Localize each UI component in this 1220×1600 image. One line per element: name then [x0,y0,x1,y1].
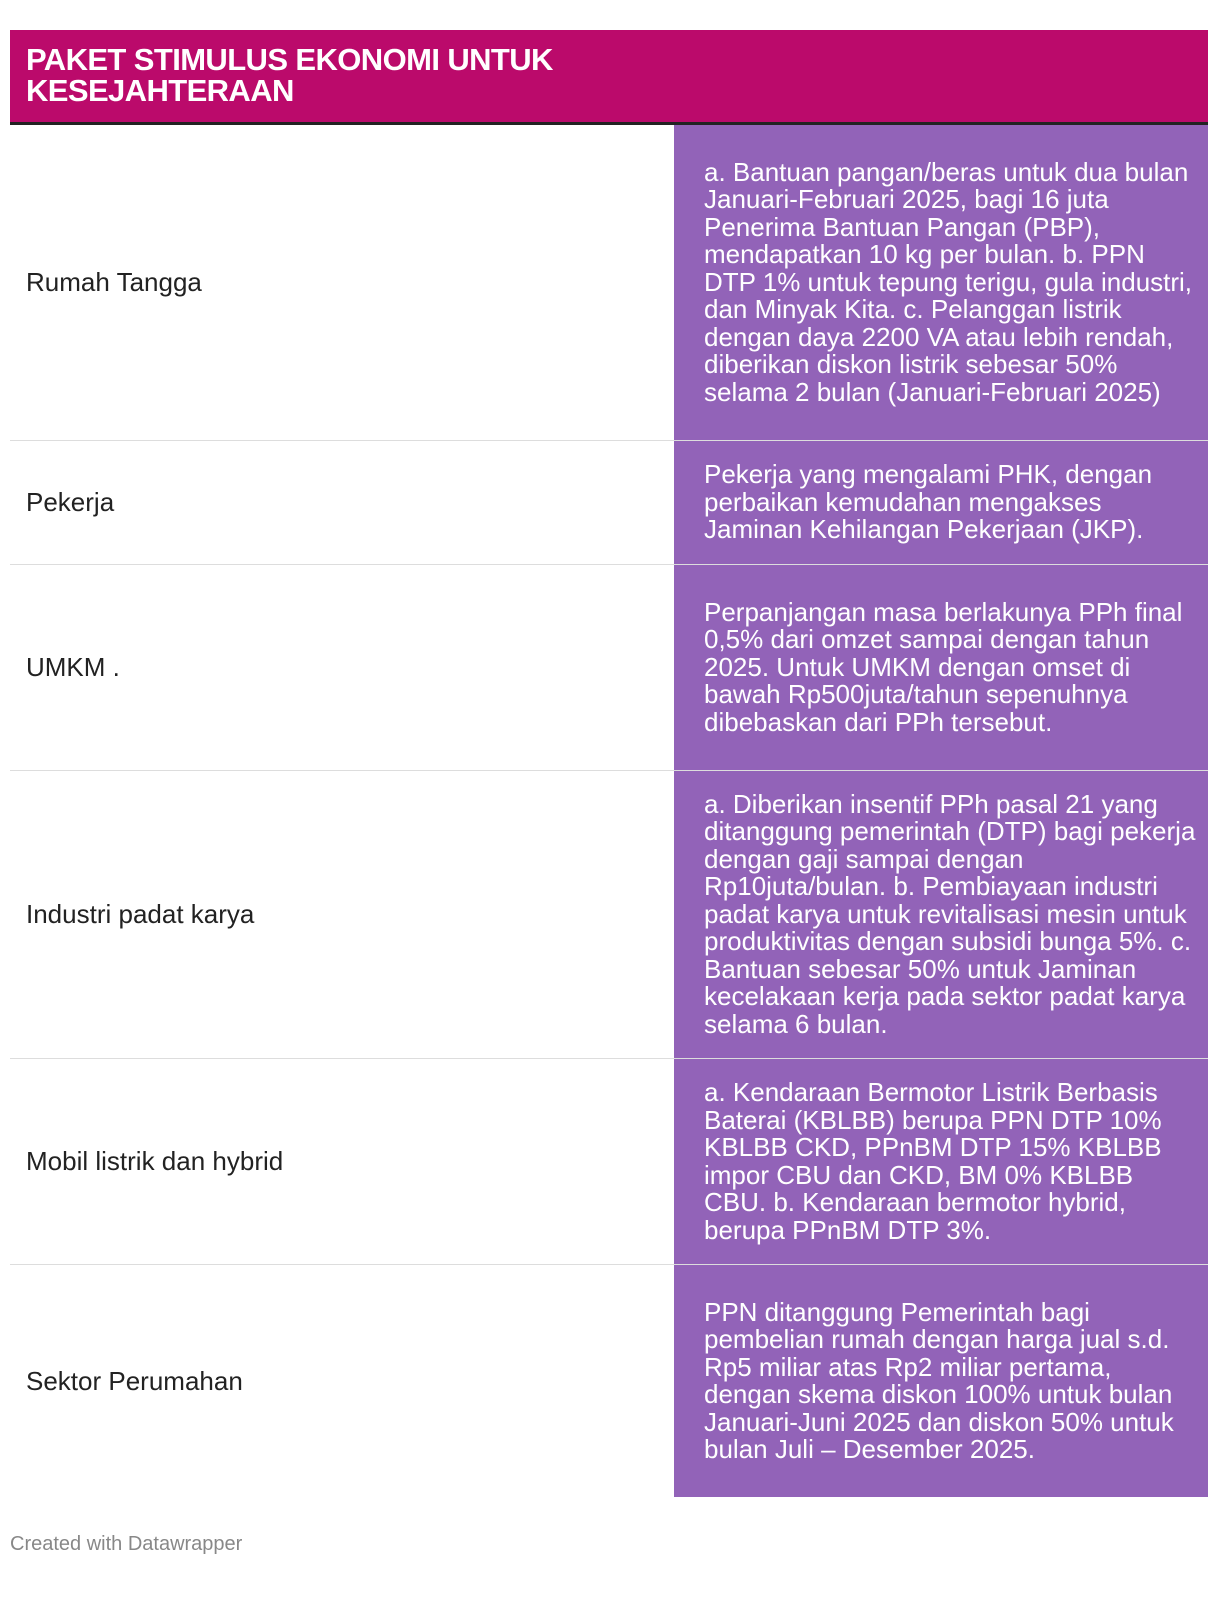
row-label: Industri padat karya [26,899,255,929]
row-description: a. Bantuan pangan/beras untuk dua bulan Januari-Februari 2025, bagi 16 juta Penerima Bantuan Pangan (PBP), mendapatkan 10 kg per bulan. b. PPN DTP 1% untuk tepung terigu, gula industri, dan Minyak Kita. c. Pelanggan listrik dengan daya 2200 VA atau lebih rendah, diberikan diskon listrik sebesar 50% selama 2 bulan (Januari-Februari 2025) [674,125,1208,440]
table-row [10,1059,1208,1265]
datawrapper-credit[interactable]: Created with Datawrapper [10,1533,243,1555]
row-label: Sektor Perumahan [26,1365,243,1396]
row-description: Pekerja yang mengalami PHK, dengan perbaikan kemudahan mengakses Jaminan Kehilangan Pekerjaan (JKP). [674,441,1208,564]
row-description: a. Diberikan insentif PPh pasal 21 yang ditanggung pemerintah (DTP) bagi pekerja dengan gaji sampai dengan Rp10juta/bulan. b. Pembiayaan industri padat karya untuk revitalisasi mesin untuk produktivitas dengan subsidi bunga 5%. c. Bantuan sebesar 50% untuk Jaminan kecelakaan kerja pada sektor padat karya selama 6 bulan. [674,771,1208,1058]
row-label: Rumah Tangga [26,267,202,297]
table-title: PAKET STIMULUS EKONOMI UNTUK KESEJAHTERAAN [26,42,553,108]
table-row [10,125,1208,441]
row-description: a. Kendaraan Bermotor Listrik Berbasis Baterai (KBLBB) berupa PPN DTP 10% KBLBB CKD, PPnBM DTP 15% KBLBB impor CBU dan CKD, BM 0% KBLBB CBU. b. Kendaraan bermotor hybrid, berupa PPnBM DTP 3%. [674,1059,1208,1264]
table-row [10,441,1208,565]
table-row [10,1265,1208,1497]
row-description: PPN ditanggung Pemerintah bagi pembelian rumah dengan harga jual s.d. Rp5 miliar atas Rp2 miliar pertama, dengan skema diskon 100% untuk bulan Januari-Juni 2025 dan diskon 50% untuk bulan Juli – Desember 2025. [674,1265,1208,1497]
row-description: Perpanjangan masa berlakunya PPh final 0,5% dari omzet sampai dengan tahun 2025. Untuk UMKM dengan omset di bawah Rp500juta/tahun sepenuhnya dibebaskan dari PPh tersebut. [674,565,1208,770]
table-row [10,565,1208,771]
table-row [10,771,1208,1059]
row-label: Pekerja [26,487,115,517]
row-label: Mobil listrik dan hybrid [26,1146,284,1176]
stimulus-table [10,30,1208,1497]
table-header [10,30,1208,125]
row-label: UMKM . [26,652,120,682]
